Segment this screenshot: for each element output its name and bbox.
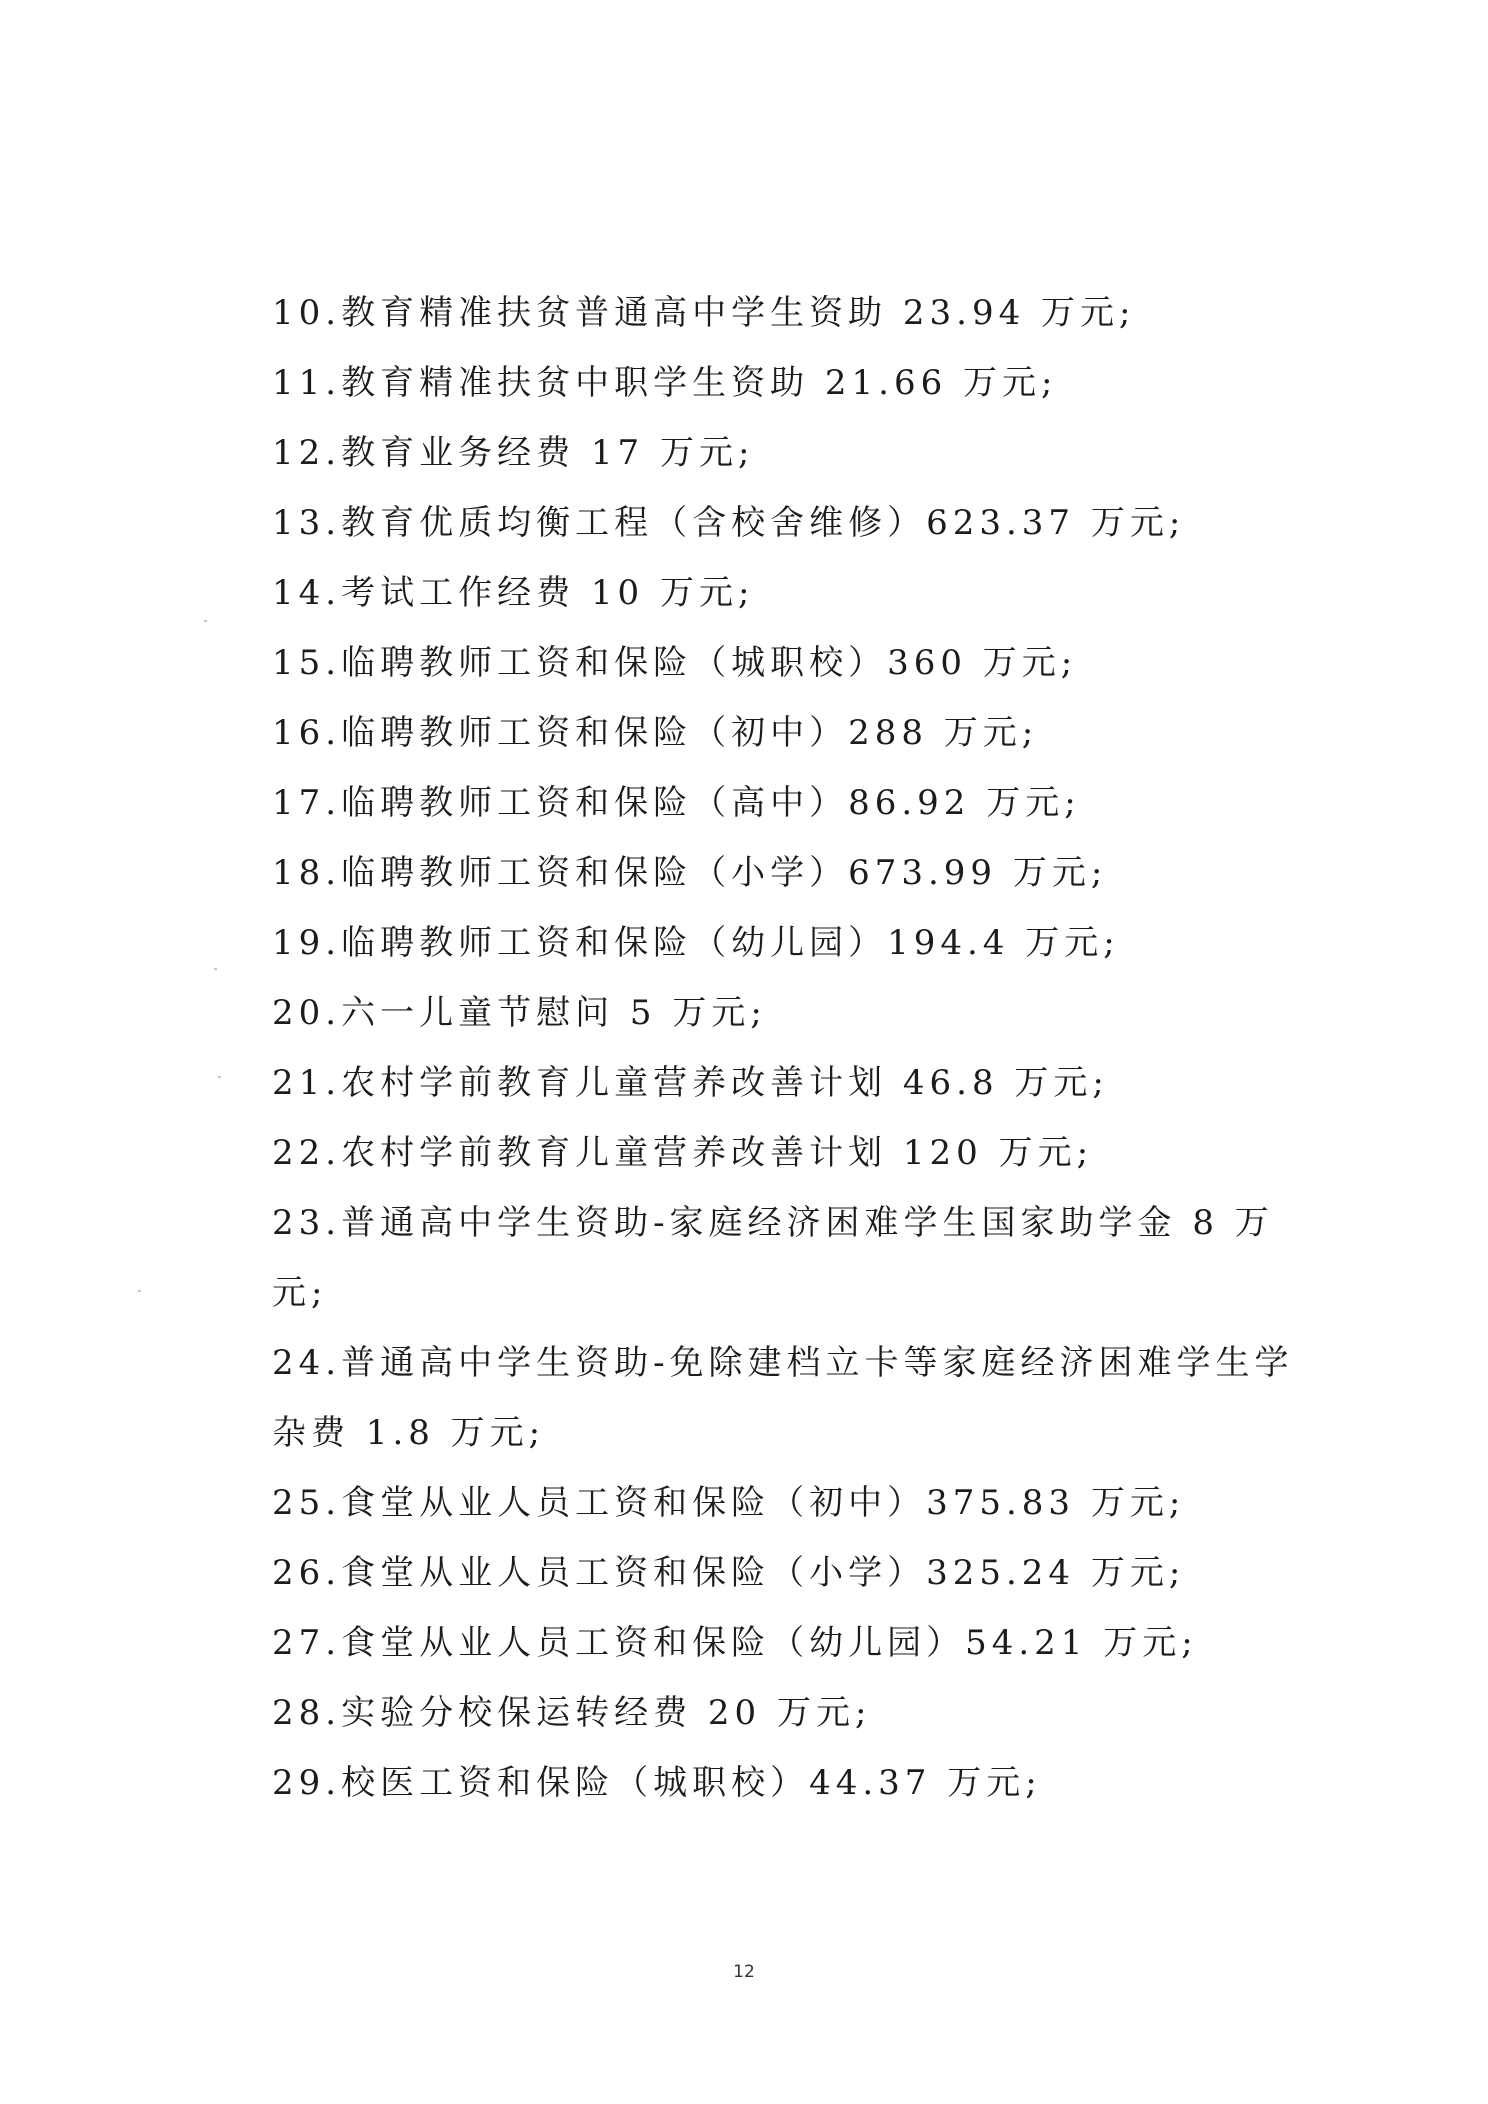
list-item: 28.实验分校保运转经费 20 万元; [272, 1693, 872, 1733]
list-item: 11.教育精准扶贫中职学生资助 21.66 万元; [272, 363, 1058, 403]
scan-speck [214, 968, 217, 970]
list-item: 29.校医工资和保险（城职校）44.37 万元; [272, 1763, 1042, 1803]
list-item: 15.临聘教师工资和保险（城职校）360 万元; [272, 643, 1078, 683]
list-item: 19.临聘教师工资和保险（幼儿园）194.4 万元; [272, 923, 1120, 963]
scan-speck [138, 1290, 141, 1292]
document-body [272, 278, 1312, 1818]
list-item: 24.普通高中学生资助-免除建档立卡等家庭经济困难学生学杂费 1.8 万元; [272, 1343, 1294, 1453]
list-item: 12.教育业务经费 17 万元; [272, 433, 755, 473]
list-item: 16.临聘教师工资和保险（初中）288 万元; [272, 713, 1039, 753]
list-item: 18.临聘教师工资和保险（小学）673.99 万元; [272, 853, 1108, 893]
scan-speck [204, 620, 207, 622]
scan-speck [218, 1076, 221, 1078]
list-item: 20.六一儿童节慰问 5 万元; [272, 993, 767, 1033]
list-item: 14.考试工作经费 10 万元; [272, 573, 755, 613]
list-item: 26.食堂从业人员工资和保险（小学）325.24 万元; [272, 1553, 1186, 1593]
list-item: 25.食堂从业人员工资和保险（初中）375.83 万元; [272, 1483, 1186, 1523]
list-item: 13.教育优质均衡工程（含校舍维修）623.37 万元; [272, 503, 1186, 543]
list-item: 22.农村学前教育儿童营养改善计划 120 万元; [272, 1133, 1094, 1173]
list-item: 10.教育精准扶贫普通高中学生资助 23.94 万元; [272, 293, 1136, 333]
page-number: 12 [733, 1962, 755, 1982]
list-item: 17.临聘教师工资和保险（高中）86.92 万元; [272, 783, 1081, 823]
list-item: 23.普通高中学生资助-家庭经济困难学生国家助学金 8 万元; [272, 1203, 1274, 1313]
list-item: 27.食堂从业人员工资和保险（幼儿园）54.21 万元; [272, 1623, 1198, 1663]
list-item: 21.农村学前教育儿童营养改善计划 46.8 万元; [272, 1063, 1109, 1103]
